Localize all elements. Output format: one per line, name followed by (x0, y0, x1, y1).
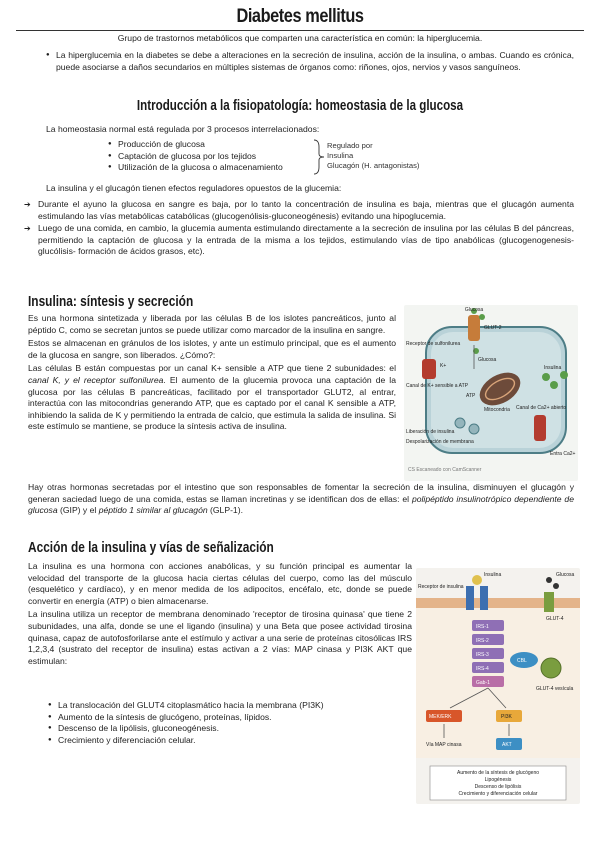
homeostasis-lead: La homeostasia normal está regulada por 3 procesos interrelacionados: (46, 124, 320, 134)
italic-text: canal K, y el receptor sulfonilurea (28, 374, 164, 385)
page-title: Diabetes mellitus (236, 6, 364, 27)
figure-label: Receptor de insulina (418, 584, 464, 590)
insulin-icon (472, 575, 482, 585)
figure-label: Canal de Ca2+ abierto (516, 405, 567, 411)
effect-bullet: ● Crecimiento y diferenciación celular. (48, 735, 408, 747)
figure-label: IRS-3 (476, 652, 489, 658)
paragraph: Estos se almacenan en gránulos de los islotes, y ante un estímulo principal, que es el aumento de la glucosa en sangre, son liberados. ¿Cómo?: (28, 338, 396, 360)
section-heading-homeostasis: Introducción a la fisiopatología: homeostasia de la glucosa (136, 98, 464, 114)
figure-label: MEK/ERK (429, 714, 452, 720)
regulation-note (327, 141, 467, 171)
text-run: (GLP-1). (207, 505, 243, 516)
figure-label: IRS-4 (476, 666, 489, 672)
figure-footer-line: Aumento de la síntesis de glucógeno (457, 770, 539, 776)
process-item: ● Utilización de la glucosa o almacenamiento (108, 162, 318, 174)
figure-label: PI3K (501, 714, 512, 720)
figure-footer-line: Crecimiento y diferenciación celular (458, 791, 538, 797)
figure-label: Despolarización de membrana (406, 439, 474, 445)
receptor-icon (466, 586, 474, 610)
figure-label: IRS-2 (476, 638, 489, 644)
glut2-transporter (468, 315, 480, 341)
section-heading-insulin-action: Acción de la insulina y vías de señalización (28, 540, 274, 556)
effect-item: ➔ Luego de una comida, en cambio, la glucemia aumenta estimulando directamente a la secreción de insulina por las células B del páncreas, permitiendo la captación de glucosa y la entrada de la misma a los tejidos, estimulando vías de tipo anabólicas (glucogenogenesis- glucólisis- formación de ácidos grasos, etc). (24, 223, 574, 258)
effects-bullet-list (48, 700, 408, 746)
title-divider (16, 30, 584, 31)
figure-label: Insulina (544, 365, 562, 371)
figure-label: Gab-1 (476, 680, 490, 686)
text-run: . El aumento de la glucemia provoca una captación de la glucosa por las células B pancreáticas, facilitado por el transportador GLUT2, al entrar, interactúa con las mitocondrias generando ATP, que es captado por el canal K sensible a ATP, inhibiendo la salida de K y permitiendo la entrada de calcio, que estimula la salida de insulina. Si este estímulo se mantiene, se produce la síntesis activa de insulina. (28, 374, 396, 432)
process-item: ● Captación de glucosa por los tejidos (108, 151, 318, 163)
regulation-line: Glucagón (H. antagonistas) (327, 161, 420, 170)
figure-footer-line: Descenso de lipólisis (474, 784, 522, 790)
definition-text: Grupo de trastornos metabólicos que comparten una característica en común: la hiperglucemia. (117, 33, 483, 43)
figure-label: K+ (440, 363, 447, 369)
figure-label: AKT (502, 742, 512, 748)
figure-label: Glucosa (556, 572, 575, 578)
incretins-paragraph (28, 482, 574, 517)
insulin-synthesis-text (28, 313, 396, 433)
brace-icon (312, 139, 326, 175)
section-heading-insulin-synthesis: Insulina: síntesis y secreción (28, 294, 194, 310)
ca-channel-icon (534, 415, 546, 441)
figure-label: Entra Ca2+ (550, 451, 576, 457)
glut4-icon (544, 592, 554, 612)
italic-text: polipéptido insulinotrópico dependiente de glucosa (28, 493, 574, 516)
figure-label: CBL (517, 658, 527, 664)
k-channel-icon (422, 359, 436, 379)
figure-label: IRS-1 (476, 624, 489, 630)
figure-label: GLUT-4 vesícula (536, 686, 574, 692)
process-list (108, 139, 318, 174)
intro-bullet-list (46, 50, 574, 73)
figure-label: Glucosa (464, 307, 484, 313)
italic-text: péptido 1 similar al glucagón (98, 505, 208, 516)
watermark-text: CS Escaneado con CamScanner (408, 467, 482, 473)
regulation-line: Regulado por (327, 141, 373, 150)
paragraph: Es una hormona sintetizada y liberada por las células B de los islotes pancreáticos, junto al péptido C, como se secretan juntos se puede utilizar como marcador de la insulina en sangre. (28, 313, 396, 335)
effects-lead: La insulina y el glucagón tienen efectos reguladores opuestos de la glucemia: (46, 183, 342, 193)
figure-label: Mitocondria (484, 407, 510, 413)
text-run: Las células B están compuestas por un canal K+ sensible a ATP que tiene 2 subunidades: el (28, 363, 396, 374)
effect-item: ➔ Durante el ayuno la glucosa en sangre es baja, por lo tanto la concentración de insulina es baja, mientras que el glucagón aumenta estimulando las vías metabólicas catabólicas (glucogenólisis-gluconeogénesis) evitando una hipoglucemia. (24, 199, 574, 222)
figure-footer-line: Lipogénesis (484, 777, 512, 783)
figure-label: Insulina (484, 572, 502, 578)
paragraph (28, 363, 396, 433)
figure-label: Canal de K+ sensible a ATP (406, 383, 469, 389)
text-run: (GIP) y el (57, 505, 99, 516)
beta-cell-figure (404, 305, 578, 481)
effect-bullet: ● La translocación del GLUT4 citoplasmático hacia la membrana (PI3K) (48, 700, 408, 712)
paragraph: La insulina es una hormona con acciones anabólicas, y su función principal es aumentar la velocidad del transporte de la glucosa hacia ciertas células del cuerpo, como las del músculo (esquelético y cardíaco), y en menor medida de los adipocitos, encéfalo, etc, donde se puede convertir en energía (ATP) o bien almacenarse. (28, 561, 412, 606)
figure-label: GLUT-4 (546, 616, 564, 622)
effect-bullet: ● Descenso de la lipólisis, gluconeogénesis. (48, 723, 408, 735)
figure-label: Glucosa (478, 357, 497, 363)
intro-bullet: ● La hiperglucemia en la diabetes se debe a alteraciones en la secreción de insulina, acción de la insulina, o ambas. Cuando es crónica, puede asociarse a daños secundarios en múltiples sistemas de órganos como: riñones, ojos, nervios y vasos sanguíneos. (46, 50, 574, 73)
figure-label: GLUT-2 (484, 325, 502, 331)
paragraph: La insulina utiliza un receptor de membrana denominado 'receptor de tirosina quinasa' que tiene 2 subunidades, una alfa, donde se une el ligando (insulina) y una Beta que posee actividad tirosina quinasa, capaz de autofosforilarse ante el estímulo y activar a una serie de proteínas citosólicas IRS 1,2,3,4 (sustrato del receptor de insulina) estas activan a 2 vías: MAP cinasa y PI3K AKT que estimulan: (28, 609, 412, 666)
figure-label: Liberación de insulina (406, 429, 455, 435)
figure-label: ATP (466, 393, 476, 399)
figure-label: Receptor de sulfonilurea (406, 341, 461, 347)
insulin-action-text (28, 561, 412, 667)
process-item: ● Producción de glucosa (108, 139, 318, 151)
effects-list (24, 199, 574, 259)
effect-bullet: ● Aumento de la síntesis de glucógeno, proteínas, lípidos. (48, 712, 408, 724)
text-run: Hay otras hormonas secretadas por el intestino que son responsables de fomentar la secreción de la insulina, disminuyen el glucagón y generan saciedad luego de una comida, estas se llaman incretinas y se identifican dos de ellas: el (28, 482, 574, 504)
regulation-line: Insulina (327, 151, 354, 160)
insulin-signaling-figure (416, 568, 580, 804)
figure-label: Vía MAP cinasa (426, 742, 462, 748)
